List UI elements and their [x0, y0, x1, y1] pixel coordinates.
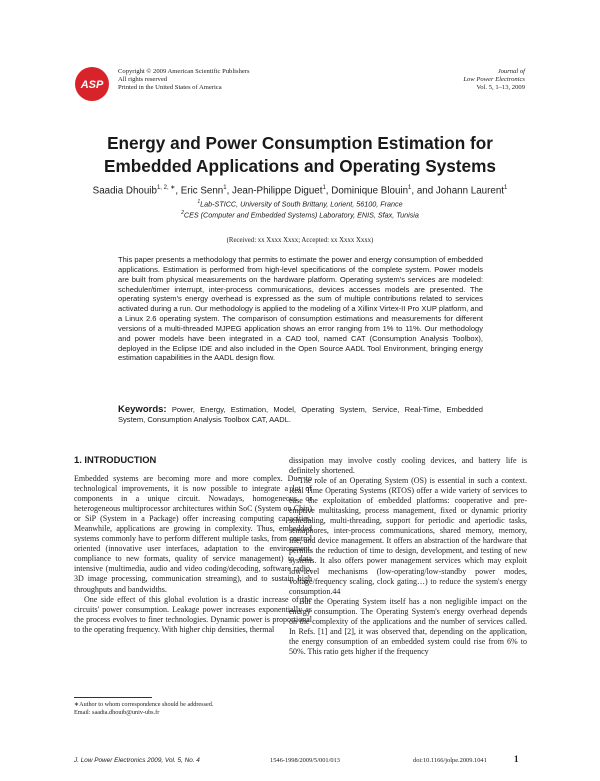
keywords — [118, 405, 483, 425]
author-sup: 1, 2, ∗ — [156, 185, 176, 191]
author-name: Johann Laurent — [435, 185, 504, 197]
paper-title — [0, 132, 600, 178]
title-line: Embedded Applications and Operating Systems — [104, 156, 496, 176]
paragraph: Embedded systems are becoming more and more complex. Due to technological improvements, it is now possible to integrate a lot of components in a unique circuit. Nowadays, homogeneous or heterogeneous multiprocessor architectures within SoC (System on Chip) or SiP (System in a Package) offer increasing computing capacities. Meanwhile, applications are growing in complexity. Thus, embedded systems commonly have to perform different multiple tasks, from control oriented (innovative user interfaces, adaptation to the environment, compliance to new formats, quality of service management) to data intensive (multimedia, audio and video coding/decoding, software radio, 3D image processing, communication streaming), and to sustain high throughputs and bandwidths. — [74, 474, 312, 594]
logo-text: ASP — [80, 79, 104, 91]
page-number: 1 — [514, 754, 519, 764]
author-sup: 1 — [408, 185, 412, 191]
footnote-rule — [74, 697, 152, 698]
author-sep: , — [226, 185, 233, 197]
printed-line: Printed in the United States of America — [118, 84, 222, 92]
footnote-line: ∗Author to whom correspondence should be addressed. — [74, 701, 214, 708]
journal-name: Low Power Electronics — [463, 76, 525, 84]
left-column — [74, 474, 312, 635]
asp-logo — [74, 66, 110, 102]
abstract: This paper presents a methodology that permits to estimate the power and energy consumption of embedded applications. Estimation is performed from high-level specifications of the complete system. Power models are built from physical measurements on the hardware platform. Operating system's services are modeled: scheduler/timer interrupt, inter-process communications, devices accesses models are presented. The operating system's energy overhead is expressed as the sum of multiple contributions related to services activated during a run. Our methodology is applied to the modeling of a Xillinx Virtex-II Pro XUP platform, and a Linux 2.6 operating system. The comparison of consumption estimations and measurements for different versions of a multi-threaded MJPEG application shows an error ranging from 1% to 11%. Our methodology and power models have been integrated in a CAD tool, named CAT (Consumption Analysis Toolbox), deployed in the Eclipse IDE and also included in the Open Source AADL Tool Environment, bringing energy estimation capabilities in the AADL design flow. — [118, 255, 483, 363]
title-line: Energy and Power Consumption Estimation for — [107, 133, 493, 153]
affiliation — [0, 210, 600, 219]
footer-doi: doi:10.1166/jolpe.2009.1041 — [413, 757, 487, 764]
author-sep: , — [325, 185, 332, 197]
footer-journal: J. Low Power Electronics 2009, Vol. 5, No. 4 — [74, 757, 200, 764]
affiliation-sup: 2 — [181, 210, 184, 216]
received-dates: (Received: xx Xxxx Xxxx; Accepted: xx Xxxx Xxxx) — [226, 237, 374, 244]
author-list — [0, 184, 600, 196]
author-name: Saadia Dhouib — [92, 185, 157, 197]
author-sep: , and — [411, 185, 436, 197]
paragraph: dissipation may involve costly cooling devices, and battery life is definitely shortened. — [289, 456, 527, 476]
paragraph: The role of an Operating System (OS) is essential in such a context. Real Time Operating Systems (RTOS) offer a wide variety of services to ease the exploitation of embedded platforms: cooperative and pre-emptive multitasking, process management, fixed or dynamic priority scheduling, multi-threading, support for periodic and aperiodic tasks, semaphores, inter-process communications, shared memory, memory, file, and device management. It offers an abstraction of the hardware that permits the reduction of time to design, development, and testing of new systems. It also offers power management services which may exploit low-level mechanisms (low-operating/low-standby power modes, voltage/frequency scaling, clock gating…) to reduce the system's energy consumption.44 — [289, 476, 527, 596]
journal-label: Journal of — [497, 68, 525, 75]
copyright-line: Copyright © 2009 American Scientific Publishers — [118, 68, 250, 75]
affiliation-sup: 1 — [197, 199, 201, 205]
keywords-text: Power, Energy, Estimation, Model, Operating System, Service, Real-Time, Embedded System, Consumption Analysis Toolbox CAT, AADL. — [118, 405, 483, 424]
footer-issn: 1546-1998/2009/5/001/013 — [270, 757, 340, 764]
publisher-info — [118, 68, 250, 93]
right-column — [289, 456, 527, 657]
author-name: Jean-Philippe Diguet — [232, 185, 323, 197]
author-sup: 1 — [322, 185, 326, 191]
author-name: Eric Senn — [180, 185, 224, 197]
author-sup: 1 — [504, 185, 508, 191]
affiliation-text: CES (Computer and Embedded Systems) Laboratory, ENIS, Sfax, Tunisia — [183, 210, 419, 220]
affiliation — [0, 199, 600, 208]
rights-line: All rights reserved — [118, 76, 168, 84]
keywords-label: Keywords: — [118, 404, 167, 415]
footnote-email: Email: saadia.dhouib@univ-ubs.fr — [74, 708, 160, 716]
section-heading: 1. INTRODUCTION — [74, 454, 157, 465]
author-name: Dominique Blouin — [331, 185, 409, 197]
author-sup: 1 — [223, 185, 227, 191]
affiliation-text: Lab-STICC, University of South Brittany, Lorient, 56100, France — [200, 199, 403, 209]
paragraph: But the Operating System itself has a non negligible impact on the energy consumption. The Operating System's energy overhead depends on the complexity of the applications and the number of services called. In Refs. [1] and [2], it was observed that, depending on the application, the energy consumption of an embedded system could rise from 6% to 50%. This ratio gets higher if the frequency — [289, 596, 527, 656]
journal-info — [463, 68, 525, 93]
author-sep: , — [175, 185, 181, 197]
journal-volume: Vol. 5, 1–13, 2009 — [476, 84, 525, 92]
footnote — [74, 701, 213, 716]
paragraph: One side effect of this global evolution is a drastic increase of the circuits' power consumption. Leakage power increases exponentially as the process evolves to finer technologies. Dynamic power is proportional to the operating frequency. With higher chip densities, thermal — [74, 594, 312, 634]
